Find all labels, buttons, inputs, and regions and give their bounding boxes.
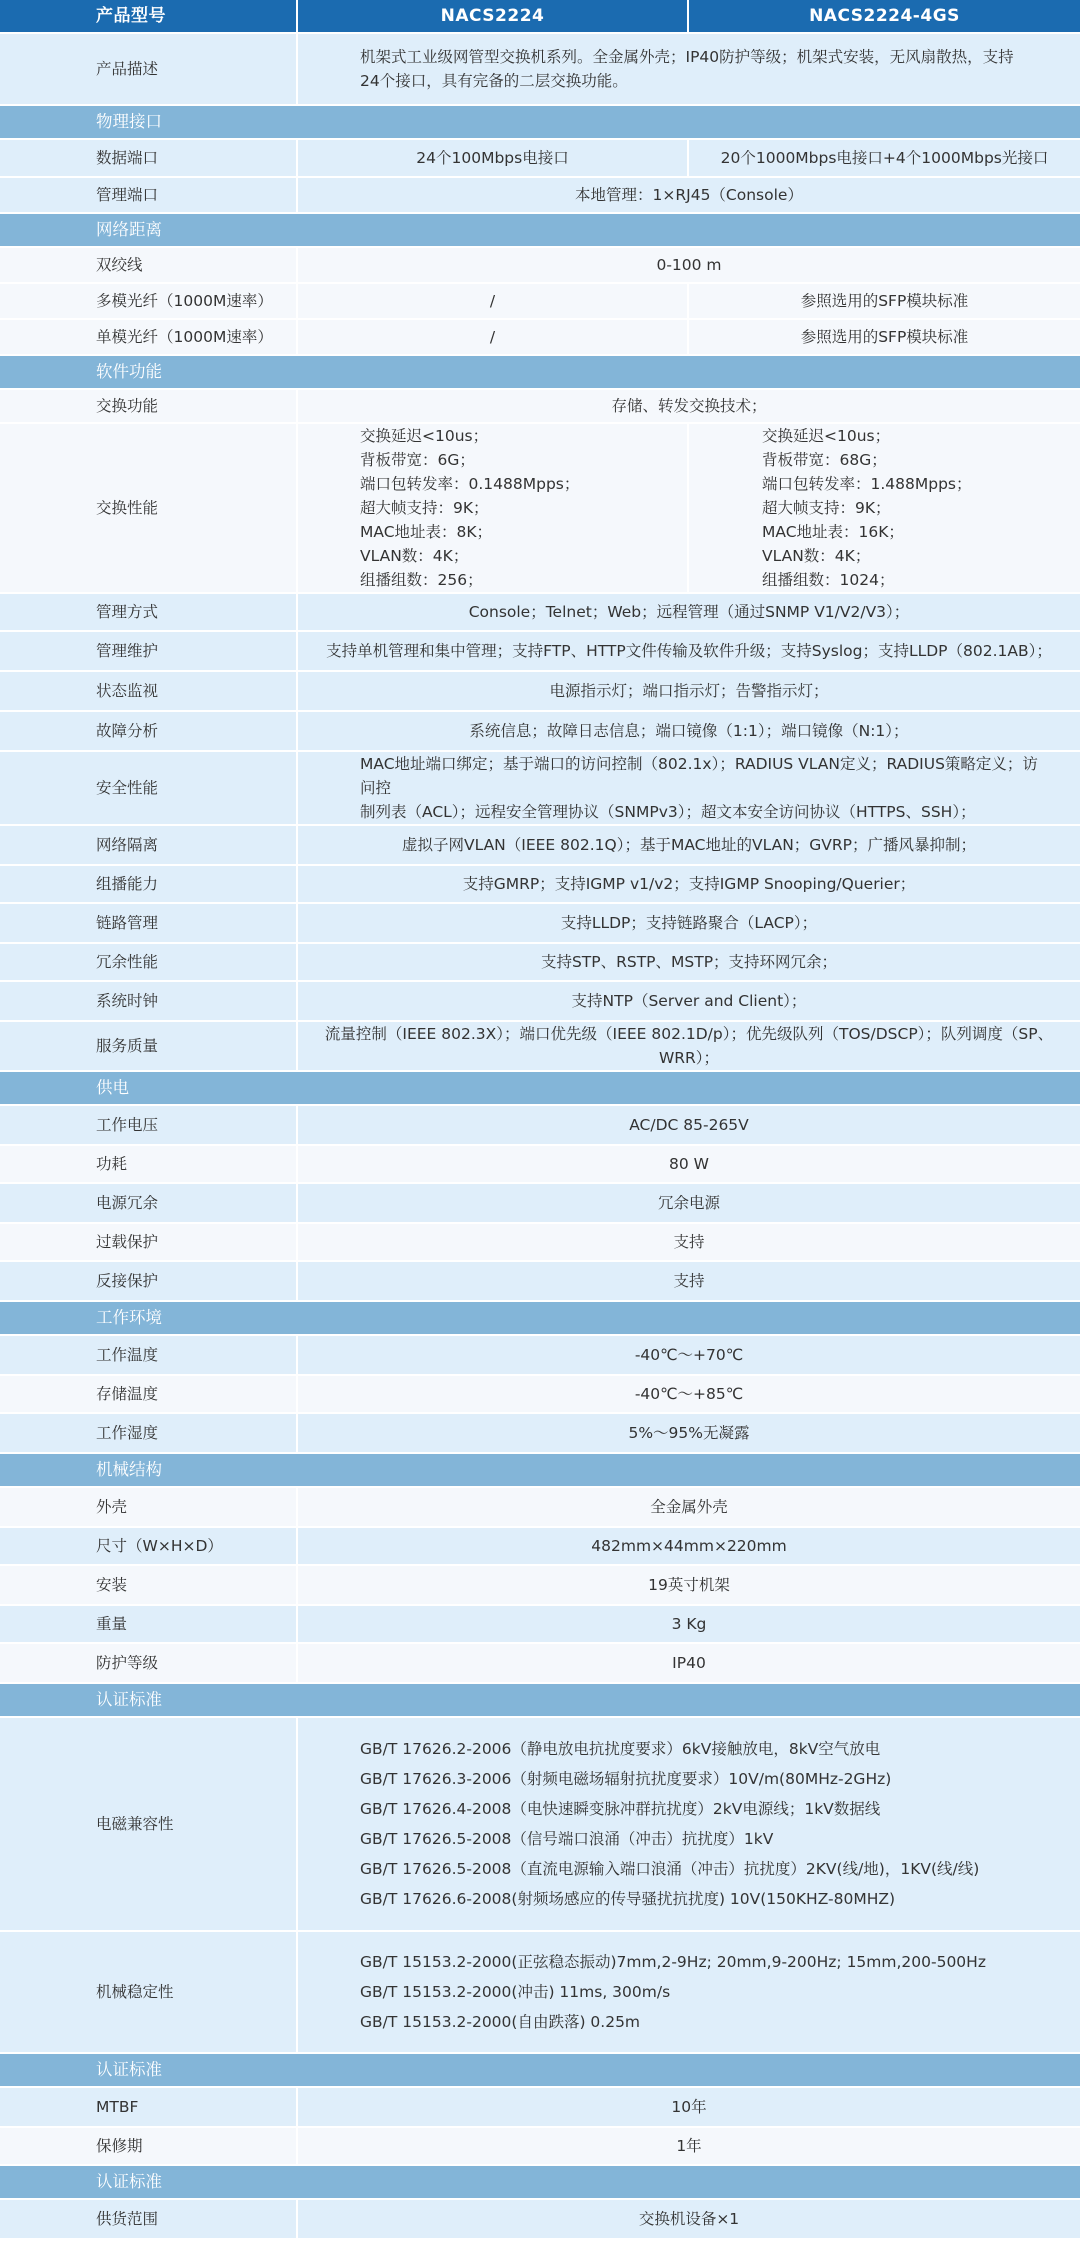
row-value: 参照选用的SFP模块标准 xyxy=(689,320,1080,356)
spec-row xyxy=(0,594,1080,632)
section-header xyxy=(0,1454,1080,1488)
row-label: 状态监视 xyxy=(0,672,298,712)
row-value: 本地管理：1×RJ45（Console） xyxy=(298,178,1080,214)
row-label: 管理端口 xyxy=(0,178,298,214)
row-label: 链路管理 xyxy=(0,904,298,944)
row-label: 交换功能 xyxy=(0,390,298,424)
row-label: 系统时钟 xyxy=(0,982,298,1022)
spec-row xyxy=(0,712,1080,752)
row-value: -40℃～+85℃ xyxy=(298,1376,1080,1414)
spec-row xyxy=(0,248,1080,284)
security-line: 制列表（ACL）；远程安全管理协议（SNMPv3）；超文本安全访问协议（HTTPS、SSH）； xyxy=(360,803,976,822)
row-label: 冗余性能 xyxy=(0,944,298,982)
spec-row xyxy=(0,1146,1080,1184)
performance-item: 背板带宽：6G； xyxy=(360,451,475,470)
performance-list-a xyxy=(298,424,689,594)
spec-row xyxy=(0,2200,1080,2240)
row-value: 1年 xyxy=(298,2128,1080,2166)
row-value: 支持LLDP；支持链路聚合（LACP）； xyxy=(298,904,1080,944)
row-value: 3 Kg xyxy=(298,1606,1080,1644)
security-line: MAC地址端口绑定；基于端口的访问控制（802.1x）；RADIUS VLAN定义；RADIUS策略定义；访问控 xyxy=(360,755,1038,798)
row-value xyxy=(298,1718,1080,1932)
row-label: 交换性能 xyxy=(0,424,298,594)
spec-row xyxy=(0,632,1080,672)
row-value: 24个100Mbps电接口 xyxy=(298,140,689,178)
row-value: Console；Telnet；Web；远程管理（通过SNMP V1/V2/V3）； xyxy=(298,594,1080,632)
row-value: 支持GMRP；支持IGMP v1/v2；支持IGMP Snooping/Querier； xyxy=(298,866,1080,904)
spec-row xyxy=(0,1184,1080,1224)
row-value: 流量控制（IEEE 802.3X）；端口优先级（IEEE 802.1D/p）；优先级队列（TOS/DSCP）；队列调度（SP、WRR）； xyxy=(298,1022,1080,1072)
performance-item: VLAN数：4K； xyxy=(360,547,469,566)
spec-row xyxy=(0,1336,1080,1376)
row-label: 多模光纤（1000M速率） xyxy=(0,284,298,320)
spec-row xyxy=(0,672,1080,712)
row-value: 支持 xyxy=(298,1262,1080,1302)
spec-row xyxy=(0,1932,1080,2054)
row-value: 20个1000Mbps电接口+4个1000Mbps光接口 xyxy=(689,140,1080,178)
section-header xyxy=(0,106,1080,140)
spec-row xyxy=(0,2128,1080,2166)
section-title: 工作环境 xyxy=(0,1302,1080,1336)
spec-row xyxy=(0,1414,1080,1454)
spec-row xyxy=(0,1224,1080,1262)
row-value: 5%～95%无凝露 xyxy=(298,1414,1080,1454)
performance-item: 组播组数：256； xyxy=(360,571,483,590)
row-value: 支持单机管理和集中管理；支持FTP、HTTP文件传输及软件升级；支持Syslog；支持LLDP（802.1AB）； xyxy=(298,632,1080,672)
spec-row xyxy=(0,34,1080,106)
row-value: 支持 xyxy=(298,1224,1080,1262)
spec-row xyxy=(0,1262,1080,1302)
row-label: 管理维护 xyxy=(0,632,298,672)
spec-row xyxy=(0,1566,1080,1606)
row-value: 冗余电源 xyxy=(298,1184,1080,1224)
row-value xyxy=(298,1932,1080,2054)
model-name: NACS2224 xyxy=(298,0,689,34)
section-title: 认证标准 xyxy=(0,2054,1080,2088)
row-value xyxy=(298,34,1080,106)
row-label: 尺寸（W×H×D） xyxy=(0,1528,298,1566)
section-header xyxy=(0,1072,1080,1106)
row-label: 防护等级 xyxy=(0,1644,298,1684)
row-value: 交换机设备×1 xyxy=(298,2200,1080,2240)
header-row xyxy=(0,0,1080,34)
row-label: 电磁兼容性 xyxy=(0,1718,298,1932)
section-title: 软件功能 xyxy=(0,356,1080,390)
row-label: 数据端口 xyxy=(0,140,298,178)
row-label: 外壳 xyxy=(0,1488,298,1528)
emc-standard: GB/T 17626.2-2006（静电放电抗扰度要求）6kV接触放电，8kV空气放电 xyxy=(360,1740,881,1759)
stability-standard: GB/T 15153.2-2000(正弦稳态振动)7mm,2-9Hz; 20mm,9-200Hz; 15mm,200-500Hz xyxy=(360,1953,986,1972)
row-label: 工作温度 xyxy=(0,1336,298,1376)
row-value: 电源指示灯；端口指示灯；告警指示灯； xyxy=(298,672,1080,712)
row-label: MTBF xyxy=(0,2088,298,2128)
row-value: 支持STP、RSTP、MSTP；支持环网冗余； xyxy=(298,944,1080,982)
performance-item: 端口包转发率：1.488Mpps； xyxy=(762,475,972,494)
performance-item: VLAN数：4K； xyxy=(762,547,871,566)
performance-item: 超大帧支持：9K； xyxy=(762,499,891,518)
emc-standard: GB/T 17626.6-2008(射频场感应的传导骚扰抗扰度) 10V(150KHZ-80MHZ) xyxy=(360,1890,896,1909)
row-label: 重量 xyxy=(0,1606,298,1644)
row-label: 供货范围 xyxy=(0,2200,298,2240)
spec-row xyxy=(0,1376,1080,1414)
model-name: NACS2224-4GS xyxy=(689,0,1080,34)
row-value: 全金属外壳 xyxy=(298,1488,1080,1528)
row-value: 参照选用的SFP模块标准 xyxy=(689,284,1080,320)
row-value: 存储、转发交换技术； xyxy=(298,390,1080,424)
row-value xyxy=(298,752,1080,826)
row-label: 存储温度 xyxy=(0,1376,298,1414)
row-value: 482mm×44mm×220mm xyxy=(298,1528,1080,1566)
spec-row xyxy=(0,1718,1080,1932)
section-header xyxy=(0,2054,1080,2088)
row-label: 电源冗余 xyxy=(0,1184,298,1224)
description-line: 机架式工业级网管型交换机系列。全金属外壳；IP40防护等级；机架式安装，无风扇散热，支持 xyxy=(360,47,1014,66)
section-title: 认证标准 xyxy=(0,1684,1080,1718)
row-value: IP40 xyxy=(298,1644,1080,1684)
section-title: 供电 xyxy=(0,1072,1080,1106)
row-label: 管理方式 xyxy=(0,594,298,632)
spec-row xyxy=(0,1528,1080,1566)
section-title: 网络距离 xyxy=(0,214,1080,248)
spec-row xyxy=(0,1606,1080,1644)
row-value: 系统信息；故障日志信息；端口镜像（1:1）；端口镜像（N:1）； xyxy=(298,712,1080,752)
description-line: 24个接口，具有完备的二层交换功能。 xyxy=(360,72,628,90)
spec-row xyxy=(0,424,1080,594)
spec-row xyxy=(0,140,1080,178)
row-value: 19英寸机架 xyxy=(298,1566,1080,1606)
row-label: 单模光纤（1000M速率） xyxy=(0,320,298,356)
section-header xyxy=(0,1302,1080,1336)
performance-item: MAC地址表：16K； xyxy=(762,523,904,542)
row-label: 工作湿度 xyxy=(0,1414,298,1454)
spec-row xyxy=(0,904,1080,944)
section-header xyxy=(0,2166,1080,2200)
row-label: 组播能力 xyxy=(0,866,298,904)
performance-item: 端口包转发率：0.1488Mpps； xyxy=(360,475,580,494)
row-value: 0-100 m xyxy=(298,248,1080,284)
performance-item: 组播组数：1024； xyxy=(762,571,895,590)
row-label: 产品描述 xyxy=(0,34,298,106)
performance-list-b xyxy=(689,424,1080,594)
section-header xyxy=(0,356,1080,390)
section-header xyxy=(0,1684,1080,1718)
row-value: / xyxy=(298,284,689,320)
row-value: -40℃～+70℃ xyxy=(298,1336,1080,1376)
row-label: 服务质量 xyxy=(0,1022,298,1072)
spec-row xyxy=(0,752,1080,826)
spec-row xyxy=(0,826,1080,866)
performance-item: 交换延迟<10us； xyxy=(762,427,891,445)
row-value: 80 W xyxy=(298,1146,1080,1184)
section-header xyxy=(0,214,1080,248)
section-title: 机械结构 xyxy=(0,1454,1080,1488)
spec-row xyxy=(0,178,1080,214)
spec-row xyxy=(0,320,1080,356)
row-label: 工作电压 xyxy=(0,1106,298,1146)
section-title: 物理接口 xyxy=(0,106,1080,140)
performance-item: 背板带宽：68G； xyxy=(762,451,887,470)
section-title: 认证标准 xyxy=(0,2166,1080,2200)
stability-standard: GB/T 15153.2-2000(自由跌落) 0.25m xyxy=(360,2013,641,2032)
performance-item: 超大帧支持：9K； xyxy=(360,499,489,518)
spec-row xyxy=(0,1022,1080,1072)
row-value: AC/DC 85-265V xyxy=(298,1106,1080,1146)
spec-row xyxy=(0,1488,1080,1528)
row-value: 支持NTP（Server and Client）； xyxy=(298,982,1080,1022)
row-label: 安全性能 xyxy=(0,752,298,826)
spec-row xyxy=(0,1106,1080,1146)
row-label: 功耗 xyxy=(0,1146,298,1184)
spec-row xyxy=(0,1644,1080,1684)
spec-row xyxy=(0,866,1080,904)
row-label: 故障分析 xyxy=(0,712,298,752)
emc-standard: GB/T 17626.5-2008（信号端口浪涌（冲击）抗扰度）1kV xyxy=(360,1830,774,1849)
row-label: 保修期 xyxy=(0,2128,298,2166)
row-value: 虚拟子网VLAN（IEEE 802.1Q）；基于MAC地址的VLAN；GVRP；广播风暴抑制； xyxy=(298,826,1080,866)
row-value: 10年 xyxy=(298,2088,1080,2128)
row-label: 网络隔离 xyxy=(0,826,298,866)
row-value: / xyxy=(298,320,689,356)
row-label: 双绞线 xyxy=(0,248,298,284)
row-label: 过载保护 xyxy=(0,1224,298,1262)
row-label: 安装 xyxy=(0,1566,298,1606)
row-label: 机械稳定性 xyxy=(0,1932,298,2054)
row-label: 反接保护 xyxy=(0,1262,298,1302)
emc-standard: GB/T 17626.5-2008（直流电源输入端口浪涌（冲击）抗扰度）2KV(线/地)，1KV(线/线) xyxy=(360,1860,980,1879)
stability-standard: GB/T 15153.2-2000(冲击) 11ms, 300m/s xyxy=(360,1983,671,2002)
performance-item: MAC地址表：8K； xyxy=(360,523,493,542)
emc-standard: GB/T 17626.3-2006（射频电磁场辐射抗扰度要求）10V/m(80MHz-2GHz) xyxy=(360,1770,892,1789)
performance-item: 交换延迟<10us； xyxy=(360,427,489,445)
spec-row xyxy=(0,944,1080,982)
header-label: 产品型号 xyxy=(0,0,298,34)
spec-row xyxy=(0,284,1080,320)
spec-row xyxy=(0,2088,1080,2128)
spec-row xyxy=(0,390,1080,424)
emc-standard: GB/T 17626.4-2008（电快速瞬变脉冲群抗扰度）2kV电源线；1kV数据线 xyxy=(360,1800,881,1819)
spec-row xyxy=(0,982,1080,1022)
